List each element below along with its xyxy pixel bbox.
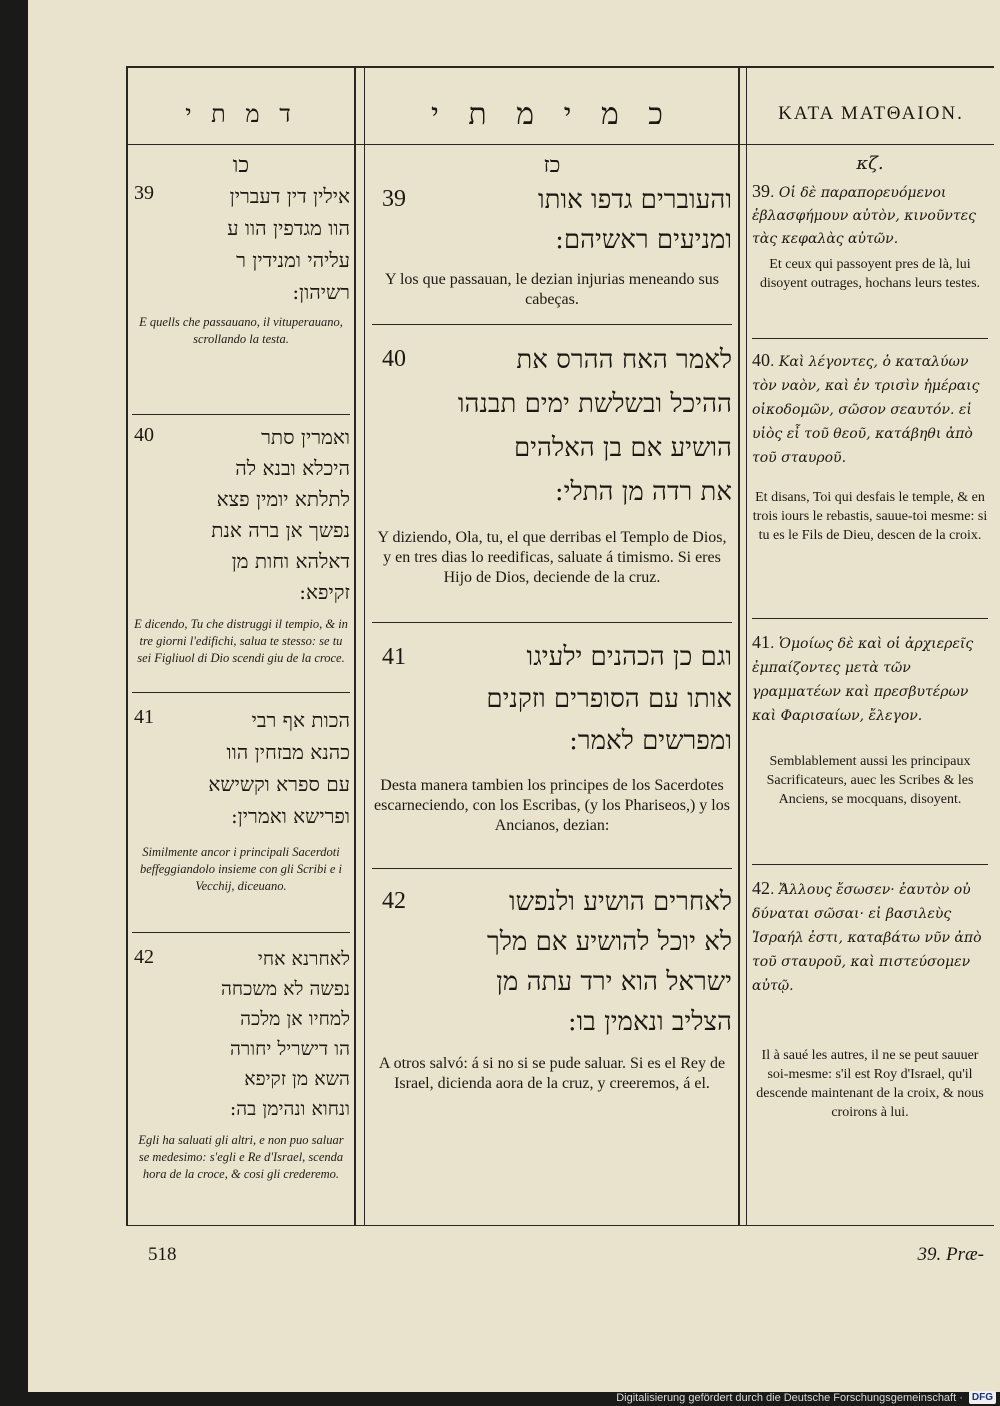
aramaic-line: ופרישא ואמרין: — [230, 804, 350, 828]
aramaic-line: דאלהא וחות מן — [231, 549, 350, 573]
hebrew-line: ומניעים ראשיהם: — [555, 225, 732, 255]
verse-number: 40 — [382, 346, 406, 372]
hebrew-line: ומפרשים לאמר: — [569, 726, 732, 756]
aramaic-line: עליהי ומנידין ר — [236, 248, 350, 272]
aramaic-line: זקיפא: — [299, 580, 350, 604]
spanish-verse-41: Desta manera tambien los principes de los Sacerdotes escarneciendo, con los Escribas, (y los Phariseos,) y los Ancianos, dezian: — [374, 777, 730, 834]
aramaic-verse-40 — [132, 422, 350, 667]
greek-french-column — [752, 152, 988, 1226]
hebrew-line: לא יוכל להושיע אם מלך — [486, 927, 732, 957]
top-rule — [126, 66, 994, 68]
hebrew-spanish-column — [372, 152, 732, 1226]
aramaic-line: רשיהון: — [292, 280, 350, 304]
verse-divider — [752, 338, 988, 339]
hebrew-line: וגם כן הכהנים ילעיגו — [526, 642, 732, 672]
hebrew-line: הושיע אם בן האלהים — [513, 433, 732, 463]
column-rule-2b — [746, 66, 747, 1226]
verse-number: 40 — [752, 350, 770, 370]
verse-divider — [372, 868, 732, 869]
hebrew-verse-42 — [372, 882, 732, 1094]
aramaic-line: הוו מגדפין הוו ע — [227, 216, 350, 240]
verse-number: 41 — [752, 632, 770, 652]
catchword: 39. Præ- — [917, 1244, 984, 1265]
aramaic-line: הכות אף רבי — [251, 708, 350, 732]
left-frame-rule — [126, 66, 128, 1226]
verse-number: 39 — [382, 186, 406, 212]
verse-number: 42 — [752, 878, 770, 898]
hebrew-line: ישראל הוא ירד עתה מן — [496, 967, 732, 997]
page-number: 518 — [148, 1244, 177, 1265]
spanish-verse-40: Y diziendo, Ola, tu, el que derribas el Templo de Dios, y en tres dias lo reedificas, saluate á timismo. Si eres Hijo de Dios, deciende de la cruz. — [377, 529, 727, 586]
verse-number: 40 — [134, 424, 154, 446]
verse-number: 39 — [134, 182, 154, 204]
verse-number: 42 — [382, 888, 406, 914]
aramaic-line: כהנא מבזחין הוו — [226, 740, 350, 764]
hebrew-line: אותו עם הסופרים וזקנים — [486, 684, 732, 714]
verse-divider — [752, 618, 988, 619]
verse-number: 39 — [752, 181, 770, 201]
verse-number: 41 — [134, 706, 154, 728]
column-rule-1 — [354, 66, 356, 1226]
greek-header: ΚΑΤΑ ΜΑΤΘΑΙΟΝ. — [778, 103, 964, 124]
hebrew-verse-41 — [372, 636, 732, 836]
book-page — [28, 0, 1000, 1392]
verse-divider — [372, 324, 732, 325]
aramaic-header: ד מ ת י — [185, 99, 297, 128]
greek-text: Ὁμοίως δὲ καὶ οἱ ἀρχιερεῖς ἐμπαίζοντες μετὰ τῶν γραμματέων καὶ πρεσβυτέρων καὶ Φαρισαίων, ἔλεγον. — [752, 636, 974, 724]
hebrew-line: לאחרים הושיע ולנפשו — [509, 887, 732, 917]
french-verse-39: Et ceux qui passoyent pres de là, lui disoyent outrages, hochans leurs testes. — [759, 257, 981, 291]
polyglot-sheet — [126, 66, 994, 1265]
aramaic-line: למחיו אן מלכה — [240, 1008, 350, 1030]
hebrew-verse-40 — [372, 338, 732, 588]
aramaic-line: נפשה לא משכחה — [220, 978, 350, 1000]
aramaic-line: היכלא ובנא לה — [235, 456, 350, 480]
verse-divider — [132, 414, 350, 415]
verse-divider — [132, 932, 350, 933]
aramaic-italian-column — [132, 152, 350, 1226]
aramaic-line: השא מן זקיפא — [244, 1068, 350, 1090]
greek-chapter: κζ. — [856, 153, 884, 174]
credit-text: Digitalisierung gefördert durch die Deutsche Forschungsgemeinschaft · — [616, 1391, 963, 1404]
aramaic-line: הו דישריל יחורה — [230, 1038, 350, 1060]
aramaic-verse-41 — [132, 704, 350, 895]
greek-verse-41: 41. Ὁμοίως δὲ καὶ οἱ ἀρχιερεῖς ἐμπαίζοντες μετὰ τῶν γραμματέων καὶ πρεσβυτέρων καὶ Φαρισαίων, ἔλεγον. Semblablement aussi les principaux Sacrificateurs, auec les Scribes & les Anciens, se mocquans, disoyent. — [752, 630, 988, 809]
aramaic-line: עם ספרא וקשישא — [208, 772, 350, 796]
column-rule-1b — [364, 66, 365, 1226]
verse-divider — [132, 692, 350, 693]
french-verse-42: Il à saué les autres, il ne se peut sauuer soi-mesme: s'il est Roy d'Israel, qu'il descende maintenant de la croix, & nous croirons à lui. — [756, 1048, 984, 1120]
aramaic-verse-39 — [132, 180, 350, 348]
french-verse-40: Et disans, Toi qui desfais le temple, & en trois iours le rebastis, sauue-toi mesme: si tu es le Fils de Dieu, descen de la croix. — [752, 490, 988, 543]
italian-verse-40: E dicendo, Tu che distruggi il tempio, & in tre giorni l'edifichi, salua te stesso: se tu sei Figliuol di Dio scendi giu de la croce. — [134, 617, 348, 665]
aramaic-verse-42 — [132, 944, 350, 1183]
aramaic-chapter: כו — [232, 153, 250, 178]
italian-verse-41: Similmente ancor i principali Sacerdoti beffeggiandolo insieme con gli Scribi e i Vecchij, diceuano. — [139, 845, 343, 893]
verse-divider — [752, 864, 988, 865]
digitization-credit — [616, 1391, 996, 1404]
header-rule — [126, 144, 994, 145]
verse-number: 42 — [134, 946, 154, 968]
hebrew-line: ההיכל ובשלשת ימים תבנהו — [457, 389, 732, 419]
hebrew-line: הצליב ונאמין בו: — [567, 1007, 732, 1037]
dfg-logo: DFG — [969, 1391, 996, 1404]
aramaic-line: ונחוא ונהימן בה: — [229, 1098, 350, 1120]
aramaic-line: ואמרין סתר — [261, 425, 350, 449]
french-verse-41: Semblablement aussi les principaux Sacrificateurs, auec les Scribes & les Anciens, se mocquans, disoyent. — [766, 754, 974, 807]
verse-divider — [372, 622, 732, 623]
hebrew-line: את רדה מן התלי: — [554, 477, 732, 507]
column-rule-2 — [738, 66, 740, 1226]
hebrew-line: לאמר האח ההרס את — [516, 345, 732, 375]
hebrew-line: והעוברים גדפו אותו — [538, 185, 732, 215]
hebrew-header: כ מ י מ ת י — [431, 96, 673, 132]
greek-text: Καὶ λέγοντες, ὁ καταλύων τὸν ναὸν, καὶ ἐν τρισὶν ἡμέραις οἰκοδομῶν, σῶσον σεαυτόν. εἰ υἱὸς εἶ τοῦ θεοῦ, κατάβηθι ἀπὸ τοῦ σταυροῦ. — [752, 354, 980, 466]
aramaic-line: נפשך אן ברה אנת — [211, 518, 350, 542]
greek-verse-40: 40. Καὶ λέγοντες, ὁ καταλύων τὸν ναὸν, καὶ ἐν τρισὶν ἡμέραις οἰκοδομῶν, σῶσον σεαυτόν. εἰ υἱὸς εἶ τοῦ θεοῦ, κατάβηθι ἀπὸ τοῦ σταυροῦ. Et disans, Toi qui desfais le temple, & en trois iours le rebastis, sauue-toi mesme: si tu es le Fils de Dieu, descen de la croix. — [752, 350, 988, 543]
hebrew-verse-39 — [372, 180, 732, 310]
spanish-verse-39: Y los que passauan, le dezian injurias meneando sus cabeças. — [385, 271, 719, 308]
aramaic-line: אילין דין דעברין — [229, 184, 350, 208]
greek-verse-42: 42. Ἄλλους ἔσωσεν· ἑαυτὸν οὐ δύναται σῶσαι· εἰ βασιλεὺς Ἰσραήλ ἐστι, καταβάτω νῦν ἀπὸ τοῦ σταυροῦ, καὶ πιστεύσομεν αὐτῷ. Il à saué les autres, il ne se peut sauuer soi-mesme: s'il est Roy d'Israel, qu'il descende maintenant de la croix, & nous croirons à lui. — [752, 876, 988, 1122]
greek-verse-39: 39. Οἱ δὲ παραπορευόμενοι ἐβλασφήμουν αὐτὸν, κινοῦντες τὰς κεφαλὰς αὐτῶν. Et ceux qui passoyent pres de là, lui disoyent outrages, hochans leurs testes. — [752, 180, 988, 293]
verse-number: 41 — [382, 644, 406, 670]
greek-text: Ἄλλους ἔσωσεν· ἑαυτὸν οὐ δύναται σῶσαι· εἰ βασιλεὺς Ἰσραήλ ἐστι, καταβάτω νῦν ἀπὸ τοῦ σταυροῦ, καὶ πιστεύσομεν αὐτῷ. — [752, 882, 982, 994]
greek-text: Οἱ δὲ παραπορευόμενοι ἐβλασφήμουν αὐτὸν, κινοῦντες τὰς κεφαλὰς αὐτῶν. — [752, 185, 976, 247]
spanish-verse-42: A otros salvó: á si no si se pude saluar. Si es el Rey de Israel, dicienda aora de la cruz, y creeremos, á el. — [378, 1055, 726, 1092]
hebrew-chapter: כז — [543, 153, 561, 178]
aramaic-line: לאחרנא אחי — [257, 948, 350, 970]
italian-verse-42: Egli ha saluati gli altri, e non puo saluar se medesimo: s'egli e Re d'Israel, scenda hora de la croce, & cosi gli crederemo. — [138, 1133, 344, 1181]
italian-verse-39: E quells che passauano, il vituperauano, scrollando la testa. — [139, 315, 343, 346]
aramaic-line: לתלתא יומין פצא — [216, 487, 350, 511]
